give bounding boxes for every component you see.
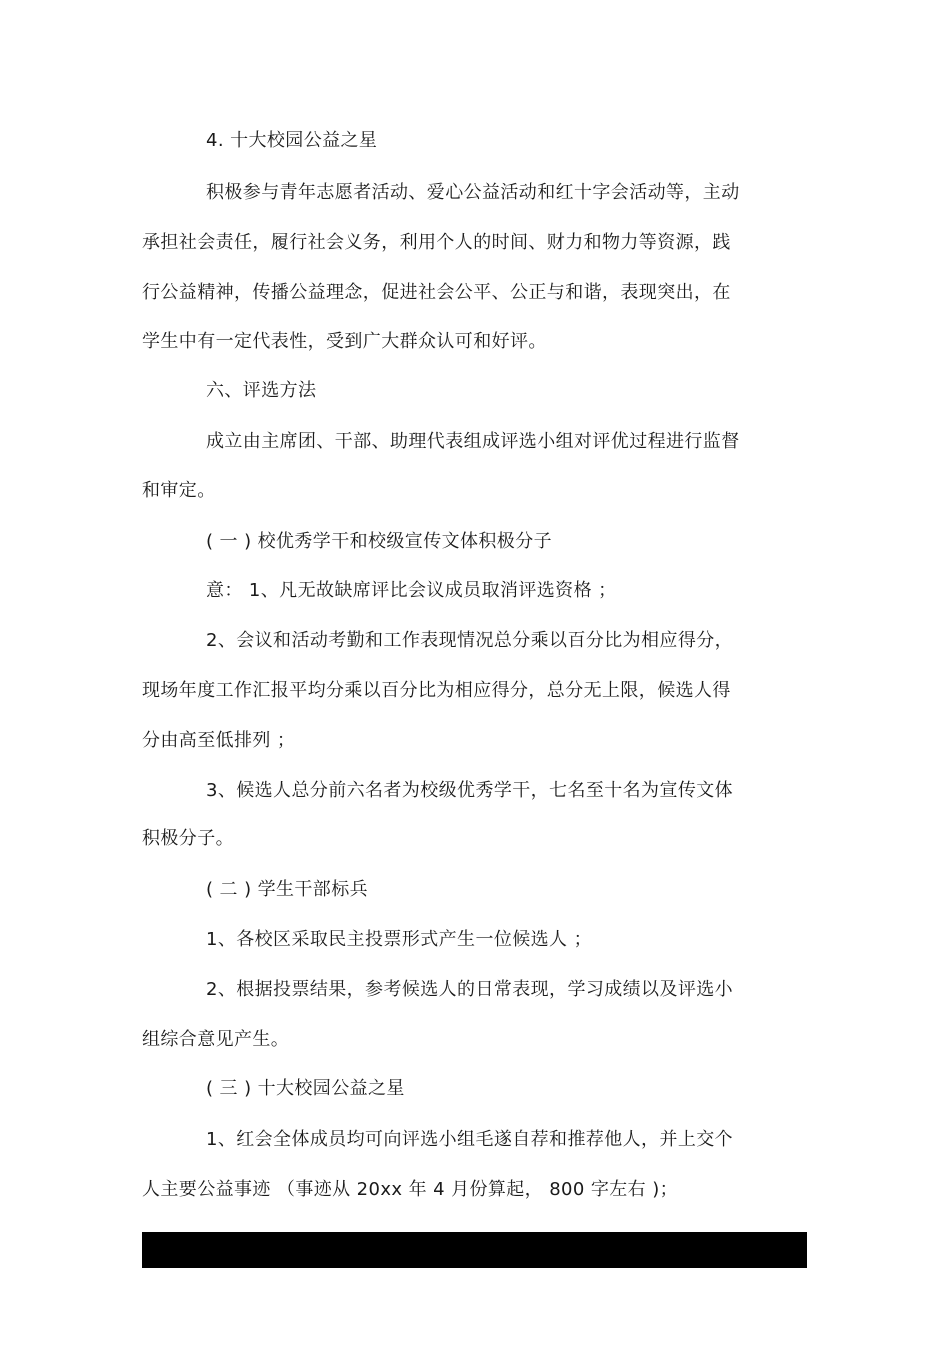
paragraph-line: 成立由主席团、干部、助理代表组成评选小组对评优过程进行监督	[206, 431, 740, 452]
list-item: 3、候选人总分前六名者为校级优秀学干，七名至十名为宣传文体	[206, 780, 734, 801]
paragraph-line: 组综合意见产生。	[142, 1029, 290, 1050]
paragraph-line: 人主要公益事迹 （事迹从 20xx 年 4 月份算起， 800 字左右 )；	[142, 1179, 679, 1200]
list-item: 2、根据投票结果，参考候选人的日常表现，学习成绩以及评选小	[206, 979, 734, 1000]
paragraph-line: 现场年度工作汇报平均分乘以百分比为相应得分，总分无上限，候选人得	[142, 680, 731, 701]
heading-public-welfare-stars: 4. 十大校园公益之星	[206, 130, 378, 151]
paragraph-line: 学生中有一定代表性，受到广大群众认可和好评。	[142, 331, 547, 352]
list-item: 2、会议和活动考勤和工作表现情况总分乘以百分比为相应得分，	[206, 630, 734, 651]
paragraph-line: 分由高至低排列 ；	[142, 730, 296, 751]
section-heading-selection-method: 六、评选方法	[206, 380, 317, 401]
subheading-part-two: ( 二 ) 学生干部标兵	[206, 879, 369, 900]
paragraph-line: 承担社会责任，履行社会义务，利用个人的时间、财力和物力等资源，践	[142, 232, 731, 253]
paragraph-line: 积极参与青年志愿者活动、爱心公益活动和红十字会活动等，主动	[206, 182, 740, 203]
paragraph-line: 行公益精神，传播公益理念，促进社会公平、公正与和谐，表现突出，在	[142, 282, 731, 303]
subheading-part-one: ( 一 ) 校优秀学干和校级宣传文体积极分子	[206, 531, 553, 552]
list-item: 1、各校区采取民主投票形式产生一位候选人 ；	[206, 929, 592, 950]
subheading-part-three: ( 三 ) 十大校园公益之星	[206, 1078, 405, 1099]
paragraph-line: 积极分子。	[142, 828, 234, 849]
footer-black-bar	[142, 1232, 807, 1268]
list-item: 意： 1、凡无故缺席评比会议成员取消评选资格 ；	[206, 580, 617, 601]
paragraph-line: 和审定。	[142, 480, 216, 501]
list-item: 1、红会全体成员均可向评选小组毛遂自荐和推荐他人，并上交个	[206, 1129, 734, 1150]
